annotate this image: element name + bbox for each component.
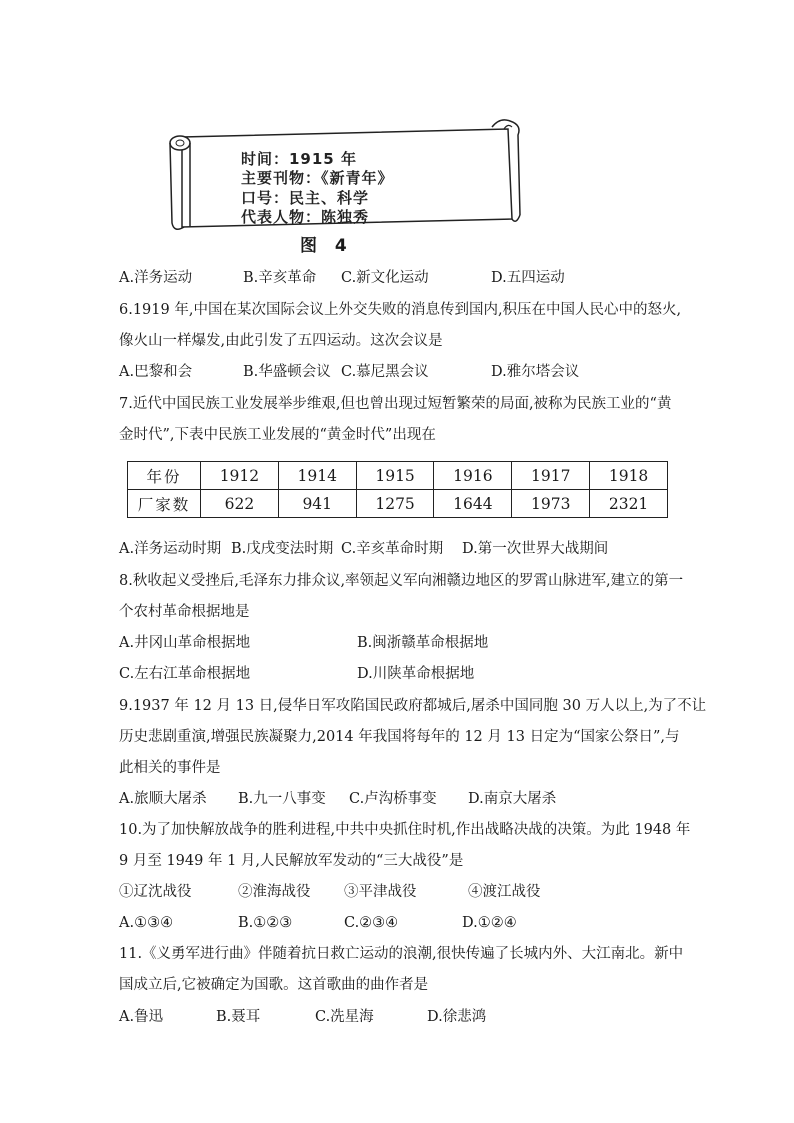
table-row: [128, 462, 668, 490]
q7-option-b[interactable]: B.戊戌变法时期: [231, 541, 334, 557]
q6-option-c[interactable]: C.慕尼黑会议: [341, 364, 429, 380]
table-cell: 622: [201, 490, 279, 518]
q7-option-c[interactable]: C.辛亥革命时期: [341, 541, 444, 557]
q8-option-b[interactable]: B.闽浙赣革命根据地: [357, 635, 489, 651]
q10-item-1: ①辽沈战役: [119, 884, 192, 900]
q8-option-d[interactable]: D.川陕革命根据地: [357, 666, 475, 682]
q7-stem-line-2: 金时代”,下表中民族工业发展的“黄金时代”出现在: [119, 427, 436, 443]
q10-item-4: ④渡江战役: [468, 884, 541, 900]
table-cell: 1915: [356, 462, 434, 490]
q10-item-3: ③平津战役: [344, 884, 417, 900]
q8-option-c[interactable]: C.左右江革命根据地: [119, 666, 251, 682]
table-cell: 1918: [590, 462, 668, 490]
q11-option-a[interactable]: A.鲁迅: [119, 1009, 164, 1025]
q9-stem-line-3: 此相关的事件是: [119, 760, 221, 776]
q6-stem-line-1: 6.1919 年,中国在某次国际会议上外交失败的消息传到国内,积压在中国人民心中的怒火,: [119, 302, 682, 318]
q5-option-c[interactable]: C.新文化运动: [341, 270, 429, 286]
q10-option-c[interactable]: C.②③④: [344, 915, 399, 931]
table-header-year: 年份: [128, 462, 201, 490]
industry-table: [127, 461, 668, 518]
q7-option-a[interactable]: A.洋务运动时期: [119, 541, 222, 557]
q8-option-a[interactable]: A.井冈山革命根据地: [119, 635, 251, 651]
q8-stem-line-1: 8.秋收起义受挫后,毛泽东力排众议,率领起义军向湘赣边地区的罗霄山脉进军,建立的第一: [119, 573, 684, 589]
q9-option-a[interactable]: A.旅顺大屠杀: [119, 791, 207, 807]
q11-option-b[interactable]: B.聂耳: [216, 1009, 261, 1025]
q11-stem-line-2: 国成立后,它被确定为国歌。这首歌曲的曲作者是: [119, 977, 429, 993]
q10-stem-line-1: 10.为了加快解放战争的胜利进程,中共中央抓住时机,作出战略决战的决策。为此 1948 年: [119, 822, 691, 838]
q10-stem-line-2: 9 月至 1949 年 1 月,人民解放军发动的“三大战役”是: [119, 853, 464, 869]
q7-option-d[interactable]: D.第一次世界大战期间: [462, 541, 609, 557]
q7-stem-line-1: 7.近代中国民族工业发展举步维艰,但也曾出现过短暂繁荣的局面,被称为民族工业的“黄: [119, 396, 672, 412]
q5-option-d[interactable]: D.五四运动: [491, 270, 565, 286]
scroll-line-slogan: 口号：民主、科学: [241, 189, 370, 207]
q9-option-d[interactable]: D.南京大屠杀: [468, 791, 557, 807]
q11-stem-line-1: 11.《义勇军进行曲》伴随着抗日救亡运动的浪潮,很快传遍了长城内外、大江南北。新中: [119, 946, 684, 962]
q10-option-d[interactable]: D.①②④: [462, 915, 517, 931]
q10-option-a[interactable]: A.①③④: [119, 915, 174, 931]
figure-caption: 图 4: [300, 236, 353, 256]
scroll-line-time: 时间：1915 年: [241, 150, 357, 168]
table-cell: 1917: [512, 462, 590, 490]
table-cell: 1973: [512, 490, 590, 518]
q5-option-b[interactable]: B.辛亥革命: [243, 270, 317, 286]
scroll-figure: [160, 115, 532, 235]
scroll-line-person: 代表人物：陈独秀: [241, 208, 370, 226]
q10-option-b[interactable]: B.①②③: [238, 915, 293, 931]
table-cell: 1644: [434, 490, 512, 518]
table-header-count: 厂家数: [128, 490, 201, 518]
q9-option-c[interactable]: C.卢沟桥事变: [349, 791, 437, 807]
q10-item-2: ②淮海战役: [238, 884, 311, 900]
q11-option-c[interactable]: C.冼星海: [315, 1009, 374, 1025]
q11-option-d[interactable]: D.徐悲鸿: [427, 1009, 487, 1025]
table-cell: 941: [278, 490, 356, 518]
q5-option-a[interactable]: A.洋务运动: [119, 270, 193, 286]
q9-stem-line-2: 历史悲剧重演,增强民族凝聚力,2014 年我国将每年的 12 月 13 日定为“国家公祭日”,与: [119, 729, 680, 745]
table-cell: 1916: [434, 462, 512, 490]
q9-option-b[interactable]: B.九一八事变: [238, 791, 326, 807]
table-cell: 2321: [590, 490, 668, 518]
q6-option-d[interactable]: D.雅尔塔会议: [491, 364, 580, 380]
q8-stem-line-2: 个农村革命根据地是: [119, 604, 250, 620]
table-cell: 1275: [356, 490, 434, 518]
table-row: [128, 490, 668, 518]
q6-option-b[interactable]: B.华盛顿会议: [243, 364, 331, 380]
q9-stem-line-1: 9.1937 年 12 月 13 日,侵华日军攻陷国民政府都城后,屠杀中国同胞 30 万人以上,为了不让: [119, 698, 707, 714]
q6-stem-line-2: 像火山一样爆发,由此引发了五四运动。这次会议是: [119, 333, 443, 349]
table-cell: 1912: [201, 462, 279, 490]
table-cell: 1914: [278, 462, 356, 490]
scroll-line-journal: 主要刊物：《新青年》: [241, 169, 394, 187]
q6-option-a[interactable]: A.巴黎和会: [119, 364, 193, 380]
